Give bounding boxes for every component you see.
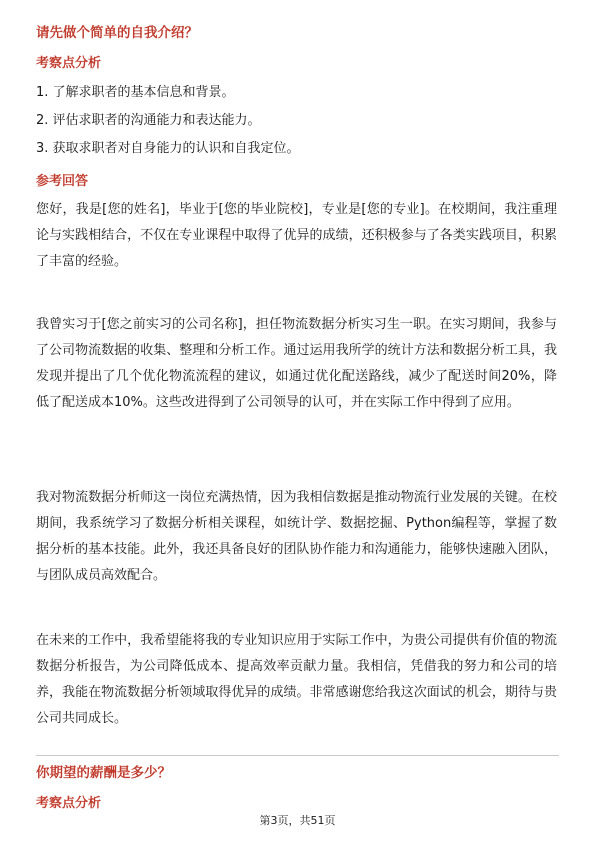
section-divider <box>36 755 559 756</box>
answer-paragraph: 我对物流数据分析师这一岗位充满热情，因为我相信数据是推动物流行业发展的关键。在校期间，我系统学习了数据分析相关课程，如统计学、数据挖掘、Python编程等，掌握了数据分析的基本技能。此外，我还具备良好的团队协作能力和沟通能力，能够快速融入团队，与团队成员高效配合。 <box>36 490 557 583</box>
analysis-point: 1. 了解求职者的基本信息和背景。 <box>36 85 235 100</box>
question-title: 你期望的薪酬是多少？ <box>36 765 171 781</box>
answer-paragraph: 我曾实习于[您之前实习的公司名称]，担任物流数据分析实习生一职。在实习期间，我参与了公司物流数据的收集、整理和分析工作。通过运用我所学的统计方法和数据分析工具，我发现并提出了几个优化物流流程的建议，如通过优化配送路线，减少了配送时间20%，降低了配送成本10%。这些改进得到了公司领导的认可，并在实际工作中得到了应用。 <box>36 317 557 410</box>
analysis-heading: 考察点分析 <box>36 56 102 71</box>
analysis-heading: 考察点分析 <box>36 796 102 811</box>
question-title: 请先做个简单的自我介绍？ <box>36 25 198 41</box>
answer-heading: 参考回答 <box>36 174 89 189</box>
answer-paragraph: 在未来的工作中，我希望能将我的专业知识应用于实际工作中，为贵公司提供有价值的物流数据分析报告，为公司降低成本、提高效率贡献力量。我相信，凭借我的努力和公司的培养，我能在物流数据分析领域取得优异的成绩。非常感谢您给我这次面试的机会，期待与贵公司共同成长。 <box>36 633 557 726</box>
analysis-point: 3. 获取求职者对自身能力的认识和自我定位。 <box>36 141 300 156</box>
answer-paragraph: 您好，我是[您的姓名]，毕业于[您的毕业院校]，专业是[您的专业]。在校期间，我注重理论与实践相结合，不仅在专业课程中取得了优异的成绩，还积极参与了各类实践项目，积累了丰富的经验。 <box>36 202 557 269</box>
analysis-point: 2. 评估求职者的沟通能力和表达能力。 <box>36 113 261 128</box>
page-number: 第3页，共51页 <box>259 814 336 827</box>
document-page <box>36 0 559 842</box>
